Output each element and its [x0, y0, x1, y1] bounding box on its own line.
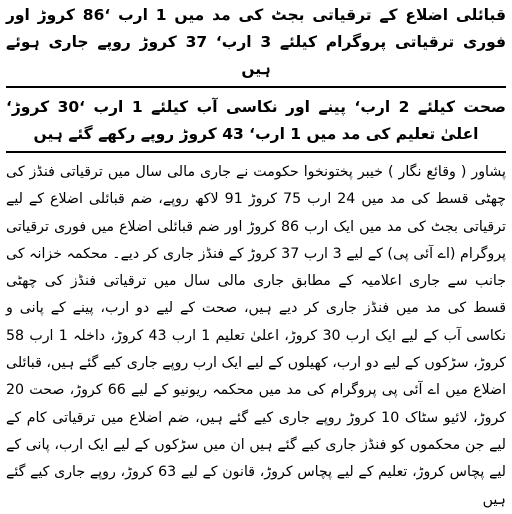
- headline-divider: [6, 151, 506, 153]
- headline-primary: قبائلی اضلاع کے ترقیاتی بجٹ کی مد میں 1 ارب ‘86 کروڑ اور فوری ترقیاتی پروگرام کیلئے 3 ارب‘ 37 کروڑ روپے جاری ہوئے ہیں: [6, 6, 506, 78]
- headline-secondary: صحت کیلئے 2 ارب‘ پینے اور نکاسی آب کیلئے 1 ارب ‘30 کروڑ‘ اعلیٰ تعلیم کی مد میں 1 ارب‘ 43 کروڑ روپے رکھے گئے ہیں: [6, 98, 506, 143]
- article-body: پشاور ( وقائع نگار ) خیبر پختونخوا حکومت نے جاری مالی سال میں ترقیاتی فنڈز کی چھٹی قسط کی مد میں 24 ارب 75 کروڑ 91 لاکھ روپے، ضم قبائلی اضلاع کے لیے ترقیاتی بجٹ کی مد میں ایک ارب 86 کروڑ اور ضم قبائلی اضلاع میں فوری ترقیاتی پروگرام (اے آئی پی) کے لیے 3 ارب 37 کروڑ کے فنڈز جاری کر دیے۔ محکمہ خزانہ کی جانب سے جاری اعلامیہ کے مطابق جاری مالی سال میں ترقیاتی فنڈز کی چھٹی قسط کی مد میں فنڈز جاری کر دیے ہیں، صحت کے لیے دو ارب، پینے کے پانی و نکاسی آب کے لیے ایک ارب 30 کروڑ، اعلیٰ تعلیم 1 ارب 43 کروڑ، داخلہ 1 ارب 58 کروڑ، سڑکوں کے لیے دو ارب، کھیلوں کے لیے ایک ارب روپے جاری کیے گئے ہیں، قبائلی اضلاع میں اے آئی پی پروگرام کی مد میں محکمہ ریونیو کے لیے 66 کروڑ، صحت 20 کروڑ، لائیو سٹاک 10 کروڑ روپے جاری کیے گئے ہیں، ضم اضلاع میں ترقیاتی کام کے لیے جن محکموں کو فنڈز جاری کیے گئے ہیں ان میں سڑکوں کے لیے ایک ارب، پانی کے لیے پچاس کروڑ، تعلیم کے لیے پچاس کروڑ، قانون کے لیے 63 کروڑ، روپے جاری کیے گئے ہیں: [6, 164, 507, 508]
- headline-divider: [6, 86, 506, 88]
